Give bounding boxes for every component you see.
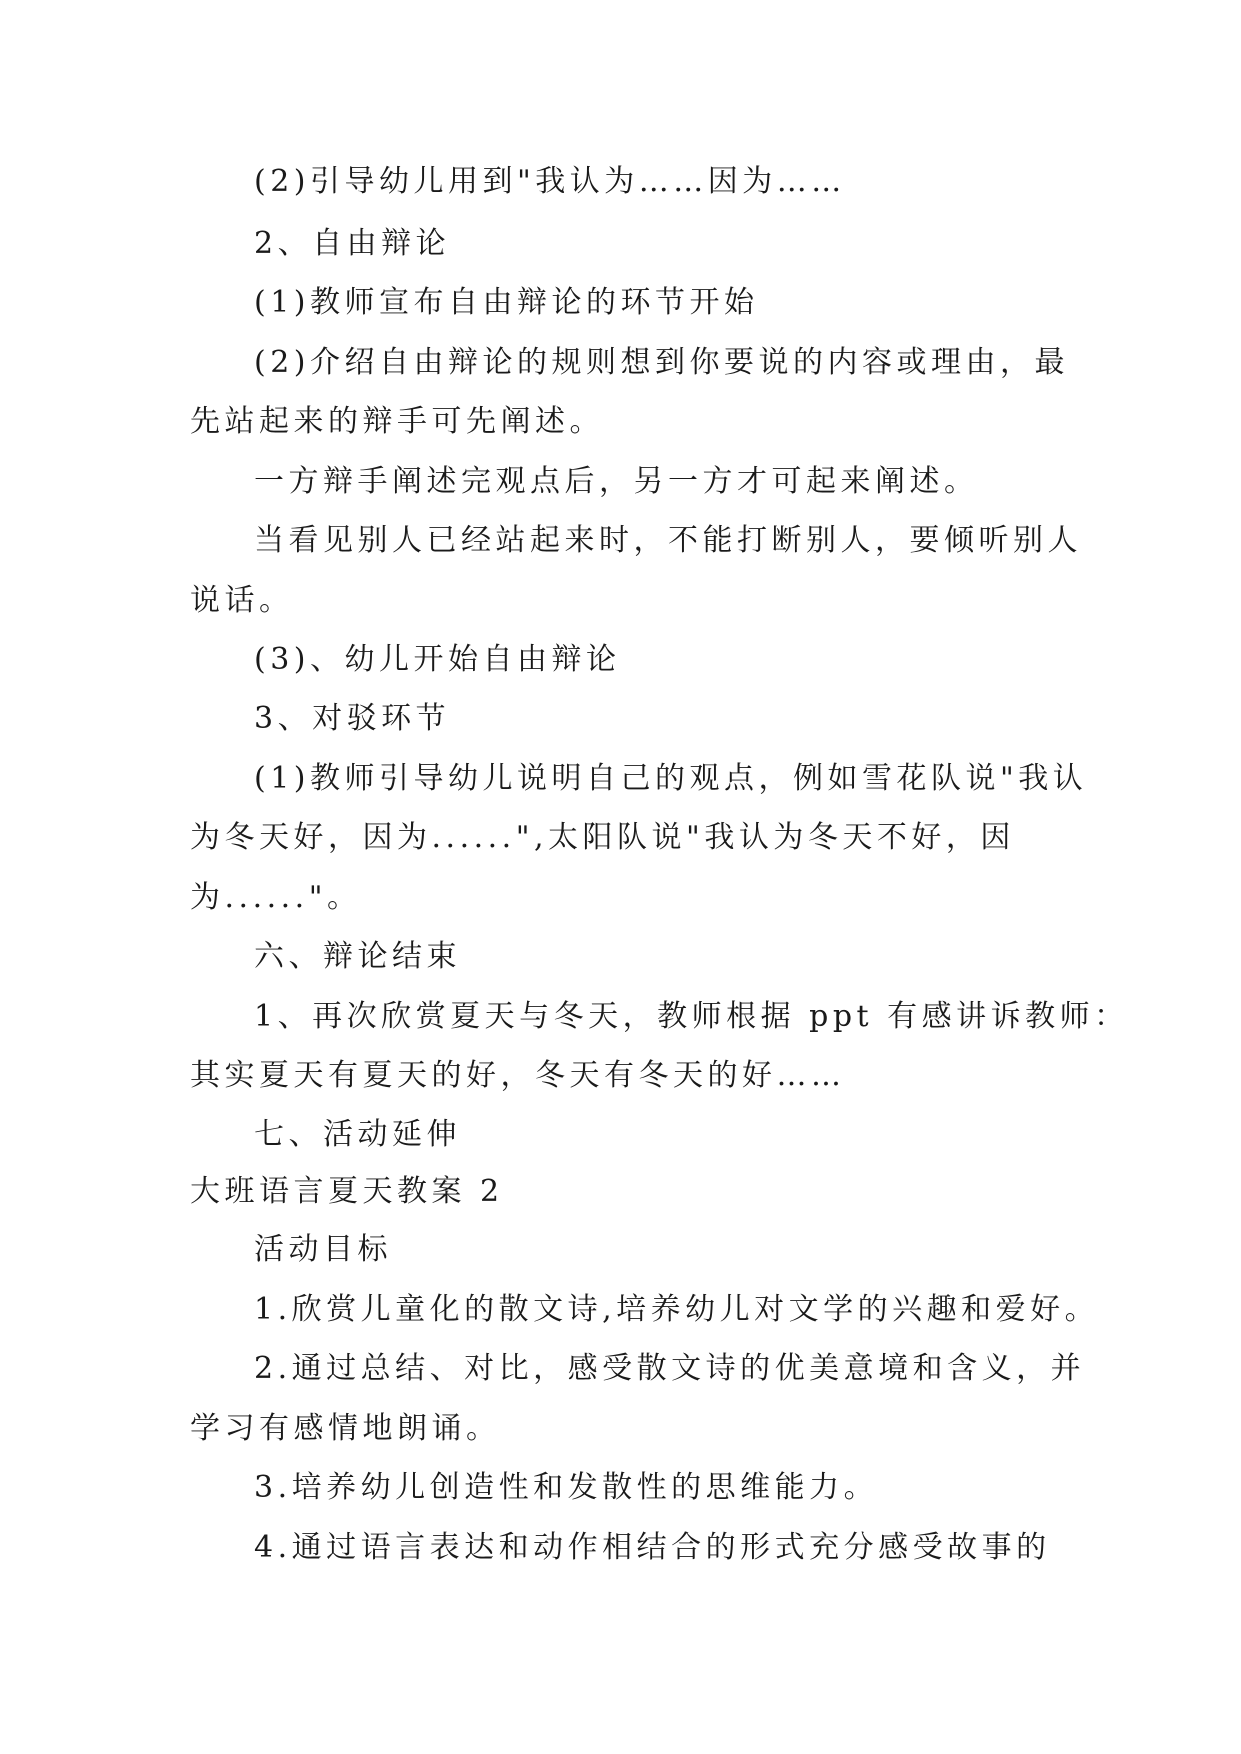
text-line: 为......"。: [190, 880, 362, 915]
text-line: (1)教师宣布自由辩论的环节开始: [254, 285, 759, 320]
text-line: 其实夏天有夏天的好，冬天有冬天的好……: [190, 1058, 846, 1093]
text-line: 六、辩论结束: [254, 939, 461, 974]
text-line: 3、对驳环节: [254, 701, 451, 736]
text-line: 4.通过语言表达和动作相结合的形式充分感受故事的: [254, 1530, 1051, 1565]
text-line: (2)介绍自由辩论的规则想到你要说的内容或理由，最: [254, 345, 1069, 380]
text-line: 3.培养幼儿创造性和发散性的思维能力。: [254, 1470, 879, 1505]
text-line: (2)引导幼儿用到"我认为……因为……: [254, 164, 846, 199]
text-line: 2、自由辩论: [254, 226, 451, 261]
text-line: 1.欣赏儿童化的散文诗,培养幼儿对文学的兴趣和爱好。: [254, 1292, 1100, 1327]
text-line: 学习有感情地朗诵。: [190, 1411, 501, 1446]
text-line: 2.通过总结、对比，感受散文诗的优美意境和含义，并: [254, 1351, 1086, 1386]
text-line: 七、活动延伸: [254, 1117, 461, 1152]
text-line: 先站起来的辩手可先阐述。: [190, 404, 604, 439]
text-line: 当看见别人已经站起来时，不能打断别人，要倾听别人: [254, 523, 1082, 558]
text-line: 说话。: [190, 583, 294, 618]
text-line: 1、再次欣赏夏天与冬天，教师根据 ppt 有感讲诉教师：: [254, 999, 1129, 1034]
text-line: 活动目标: [254, 1232, 392, 1267]
text-line: 为冬天好，因为......",太阳队说"我认为冬天不好，因: [190, 820, 1015, 855]
text-line: (1)教师引导幼儿说明自己的观点，例如雪花队说"我认: [254, 761, 1088, 796]
text-line: 一方辩手阐述完观点后，另一方才可起来阐述。: [254, 464, 979, 499]
text-line: (3)、幼儿开始自由辩论: [254, 642, 621, 677]
section-heading: 大班语言夏天教案 2: [190, 1174, 504, 1209]
